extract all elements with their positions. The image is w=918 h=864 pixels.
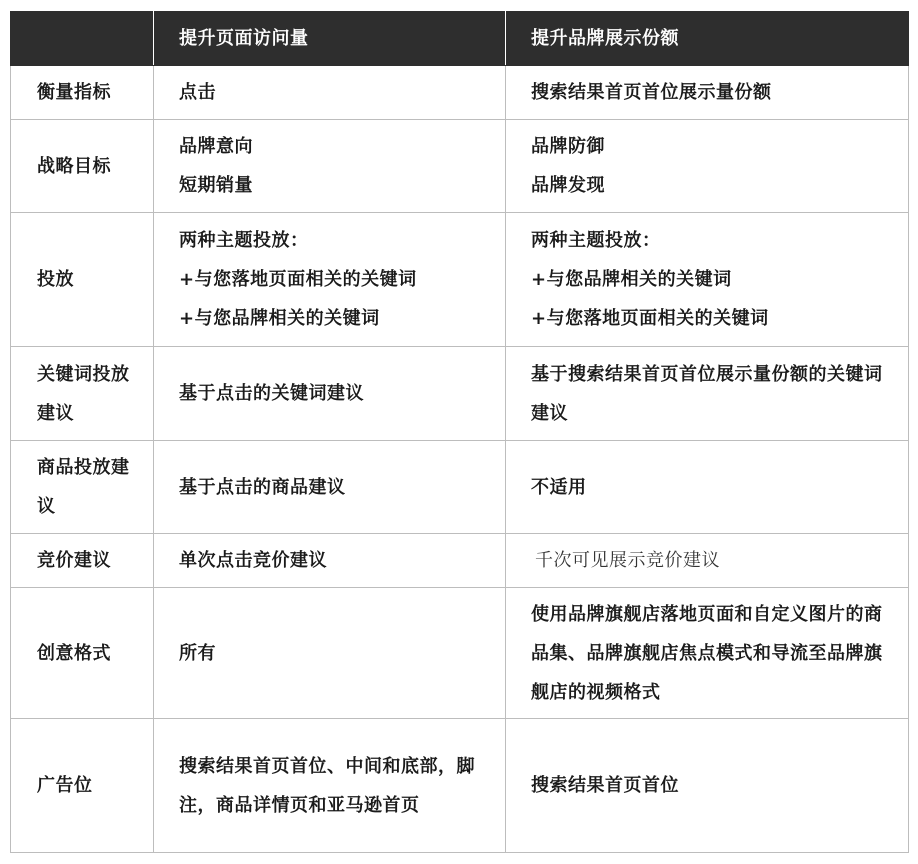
table-row xyxy=(11,588,909,719)
row-label: 投放 xyxy=(11,213,154,347)
row-label: 广告位 xyxy=(11,719,154,853)
row-label: 创意格式 xyxy=(11,588,154,719)
cell-line: 所有 xyxy=(179,642,216,664)
row-label: 战略目标 xyxy=(11,120,154,213)
cell-line: 使用品牌旗舰店落地页面和自定义图片的商品集、品牌旗舰店焦点模式和导流至品牌旗舰店的视频格式 xyxy=(531,603,883,703)
cell-line: 单次点击竞价建议 xyxy=(179,550,327,571)
row-value-brand-share xyxy=(506,66,909,120)
cell-line: 点击 xyxy=(179,82,216,103)
comparison-table xyxy=(10,11,909,853)
cell-line: 搜索结果首页首位展示量份额 xyxy=(531,82,772,103)
cell-line: 短期销量 xyxy=(179,175,253,196)
row-value-page-visits xyxy=(154,588,506,719)
cell-line: 搜索结果首页首位、中间和底部，脚注，商品详情页和亚马逊首页 xyxy=(179,755,475,816)
header-brand-share: 提升品牌展示份额 xyxy=(506,12,909,66)
cell-line: 品牌发现 xyxy=(531,175,605,196)
comparison-table-container xyxy=(10,11,909,853)
row-label: 关键词投放建议 xyxy=(11,347,154,441)
table-row xyxy=(11,719,909,853)
cell-line: 品牌防御 xyxy=(531,136,605,157)
table-row xyxy=(11,213,909,347)
cell-line: 基于点击的商品建议 xyxy=(179,476,346,498)
table-row xyxy=(11,120,909,213)
row-value-page-visits xyxy=(154,347,506,441)
row-value-page-visits xyxy=(154,441,506,534)
table-row xyxy=(11,441,909,534)
cell-line: +与您品牌相关的关键词 xyxy=(179,308,380,329)
table-row xyxy=(11,347,909,441)
cell-line: +与您品牌相关的关键词 xyxy=(531,269,732,290)
row-label: 衡量指标 xyxy=(11,66,154,120)
table-row xyxy=(11,534,909,588)
table-row xyxy=(11,66,909,120)
row-value-brand-share xyxy=(506,120,909,213)
row-value-brand-share xyxy=(506,347,909,441)
row-value-brand-share xyxy=(506,441,909,534)
row-value-page-visits xyxy=(154,719,506,853)
row-value-brand-share xyxy=(506,534,909,588)
cell-line: 千次可见展示竞价建议 xyxy=(535,550,720,571)
row-value-brand-share xyxy=(506,588,909,719)
cell-line: 品牌意向 xyxy=(179,136,253,157)
cell-line: +与您落地页面相关的关键词 xyxy=(531,308,769,329)
row-value-page-visits xyxy=(154,534,506,588)
header-empty-cell xyxy=(11,12,154,66)
row-value-page-visits xyxy=(154,66,506,120)
cell-line: 两种主题投放： xyxy=(179,230,309,251)
cell-line: 搜索结果首页首位 xyxy=(531,775,679,796)
row-label: 竞价建议 xyxy=(11,534,154,588)
cell-line: 不适用 xyxy=(531,476,587,498)
cell-line: 基于点击的关键词建议 xyxy=(179,383,364,404)
cell-line: 两种主题投放： xyxy=(531,230,661,251)
cell-line: 基于搜索结果首页首位展示量份额的关键词建议 xyxy=(531,363,883,424)
row-value-brand-share xyxy=(506,719,909,853)
cell-line: +与您落地页面相关的关键词 xyxy=(179,269,417,290)
row-value-page-visits xyxy=(154,213,506,347)
row-value-page-visits xyxy=(154,120,506,213)
header-page-visits: 提升页面访问量 xyxy=(154,12,506,66)
row-value-brand-share xyxy=(506,213,909,347)
row-label: 商品投放建议 xyxy=(11,441,154,534)
table-header-row xyxy=(11,12,909,66)
